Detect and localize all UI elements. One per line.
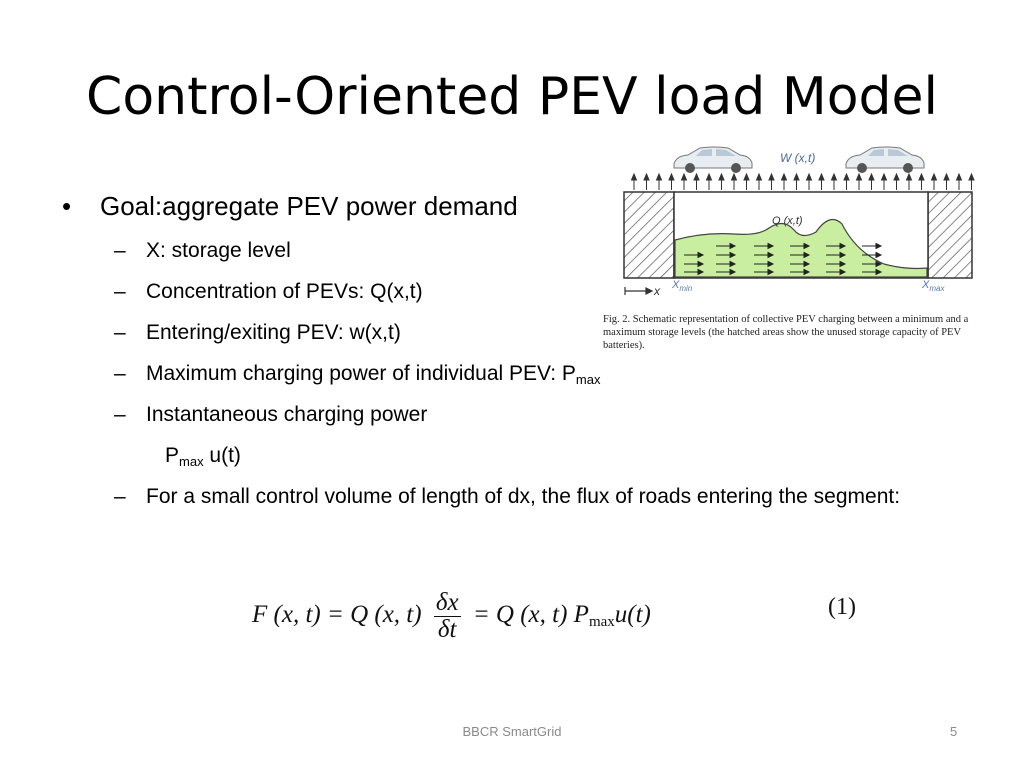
flux-arrow [769,174,774,190]
dash-marker: – [114,362,126,385]
flux-arrow [857,174,862,190]
sub-bullet-text [146,360,600,394]
flux-equation [252,582,872,643]
flux-arrow [919,174,924,190]
q-label: Q (x,t) [772,215,803,227]
flux-arrow [682,174,687,190]
flux-arrow [807,174,812,190]
flux-arrows [632,174,975,190]
flux-arrow [882,174,887,190]
flux-arrow [894,174,899,190]
car-icon [674,147,752,173]
w-label: W (x,t) [780,151,816,165]
equation-lhs: F (x, t) = Q (x, t) [252,601,422,629]
xmax-label: $X_{max}$ [922,279,945,293]
flux-arrow [732,174,737,190]
equation-rhs: = Q (x, t) P [472,601,589,629]
flux-arrow [969,174,974,190]
flux-arrow [657,174,662,190]
footer-text: BBCR SmartGrid [462,724,562,739]
equation-number: (1) [828,594,856,620]
flux-arrow [694,174,699,190]
sub-bullet-text: Instantaneous charging power [146,403,428,426]
equation-fraction [434,590,461,643]
sub-bullet-text: Entering/exiting PEV: w(x,t) [146,321,401,344]
hatched-wall-right [928,192,972,278]
flux-arrow [844,174,849,190]
flux-arrow [944,174,949,190]
figure-caption: Fig. 2. Schematic representation of collective PEV charging between a minimum and a maximum storage levels (the hatched areas show the unused storage capacity of PEV batteries). [603,314,969,351]
flux-arrow [719,174,724,190]
xmin-label: $X_{min}$ [672,279,693,293]
dash-marker: – [114,239,126,262]
flux-arrow [932,174,937,190]
flux-arrow [869,174,874,190]
dash-marker: – [114,403,126,426]
dash-marker: – [114,485,126,508]
flux-arrow [632,174,637,190]
dash-marker: – [114,321,126,344]
x-axis-arrow [625,287,652,295]
bullet-goal-text: Goal:aggregate PEV power demand [100,191,518,221]
pmax-subscript: max [575,372,601,387]
equation-body [252,590,651,643]
max-power-text: Maximum charging power of individual PEV: P [146,362,576,385]
car-icon [846,147,924,173]
flux-arrow [644,174,649,190]
instantaneous-power-formula [165,442,241,476]
page-number: 5 [950,724,958,739]
dash-marker: – [114,280,126,303]
formula-sub: max [179,454,204,469]
flux-arrow [757,174,762,190]
flux-arrow [707,174,712,190]
flux-arrow [794,174,799,190]
fraction-denominator: δt [437,616,457,643]
sub-bullet-text: For a small control volume of length of dx, the flux of roads entering the segment: [146,485,901,508]
fraction-numerator: δx [435,589,459,616]
slide-title: Control-Oriented PEV load Model [86,67,938,127]
sub-bullet-text: X: storage level [146,239,291,262]
flux-arrow [832,174,837,190]
equation-pmax-sub: max [588,614,615,631]
flux-arrow [957,174,962,190]
flux-arrow [744,174,749,190]
flux-arrow [669,174,674,190]
equation-rhs-u: u(t) [614,601,651,629]
x-label: x [654,284,660,298]
flux-arrow [907,174,912,190]
formula-suffix: u(t) [203,444,241,467]
formula-p: P [165,444,180,467]
bullet-dot: • [62,191,72,221]
hatched-wall-left [624,192,674,278]
flux-arrow [819,174,824,190]
sub-bullet-text: Concentration of PEVs: Q(x,t) [146,280,423,303]
flux-arrow [782,174,787,190]
